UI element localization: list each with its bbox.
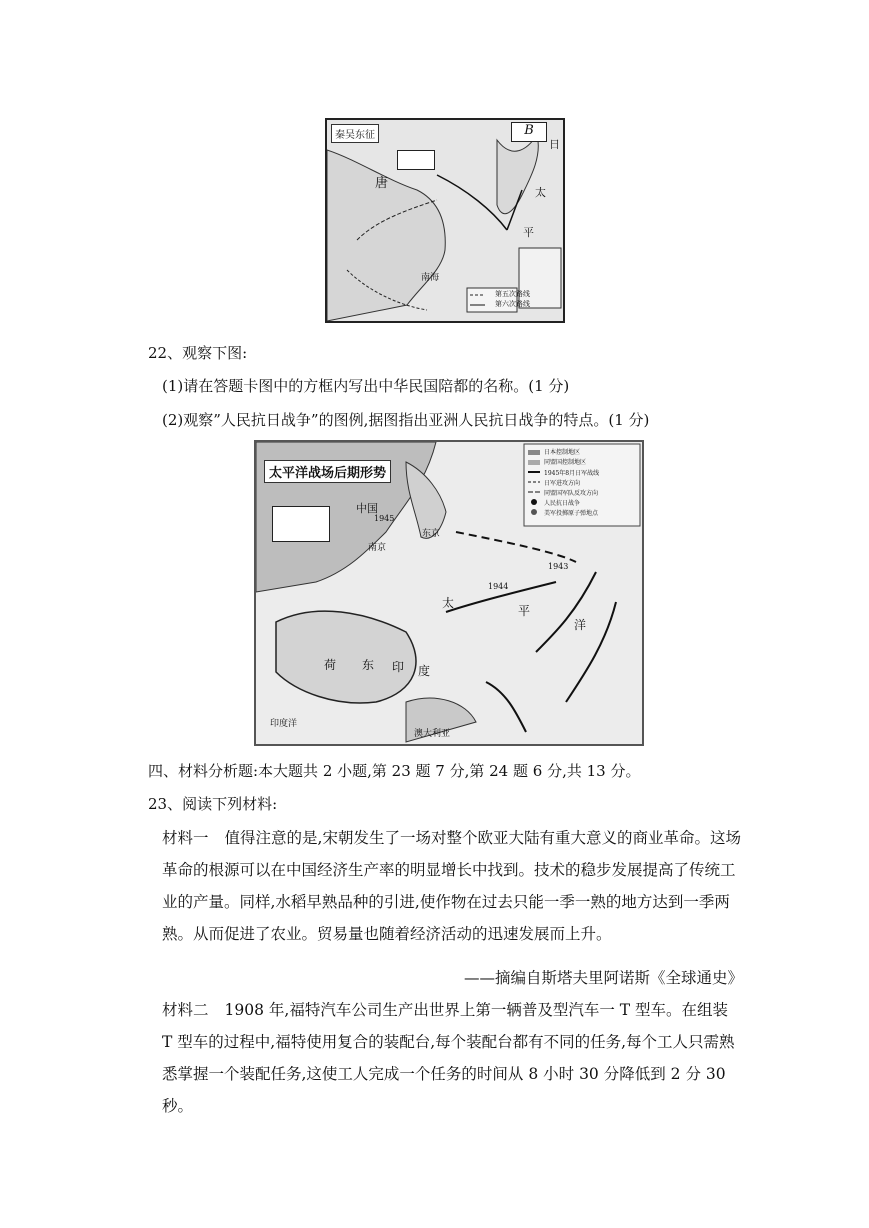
- map2-label-du: 度: [418, 664, 431, 678]
- map2-label-ping: 平: [518, 604, 531, 618]
- map1-answer-box: [397, 150, 435, 170]
- map2-legend-4: 日军进攻方向: [544, 480, 581, 487]
- map1-label-tai: 太: [535, 186, 546, 199]
- material1-source: ——摘编自斯塔夫里阿诺斯《全球通史》: [463, 969, 743, 987]
- material1-label: 材料一: [162, 829, 209, 847]
- q22-stem: 22、观察下图:: [148, 344, 248, 362]
- material2-label: 材料二: [162, 1001, 209, 1019]
- map1-label-nanhai: 南海: [421, 273, 440, 283]
- q23-stem: 23、阅读下列材料:: [148, 795, 278, 813]
- map2-label-xi: 荷: [324, 658, 337, 672]
- q23-material2: [162, 994, 742, 1122]
- map2-answer-box: [272, 506, 330, 542]
- map-pacific-war-late-stage: [254, 440, 644, 746]
- map2-legend-1: 日本控制地区: [544, 449, 581, 456]
- material2-text: 1908 年,福特汽车公司生产出世界上第一辆普及型汽车一 T 型车。在组装 T 型车的过程中,福特使用复合的装配台,每个装配台都有不同的任务,每个工人只需熟悉掌握一个装配任务,这使工人完成一个任务的时间从 8 小时 30 分降低到 2 分 30 秒。: [162, 1001, 735, 1115]
- map1-legend-2: 第六次路线: [495, 300, 530, 308]
- map1-title: 秦吴东征: [331, 124, 379, 143]
- section4-heading: 四、材料分析题:本大题共 2 小题,第 23 题 7 分,第 24 题 6 分,共 13 分。: [148, 762, 641, 780]
- map2-title: 太平洋战场后期形势: [264, 460, 391, 483]
- map1-label-tang: 唐: [375, 176, 389, 191]
- map2-label-ao: 澳大利亚: [414, 729, 451, 739]
- map2-legend-5: 同盟国军队反攻方向: [544, 490, 599, 497]
- map-jianzhen-voyage: [325, 118, 565, 323]
- map1-b-box: B: [511, 122, 547, 142]
- q22-part1: (1)请在答题卡图中的方框内写出中华民国陪都的名称。(1 分): [162, 377, 570, 395]
- map2-label-nanjing: 南京: [368, 543, 387, 553]
- map2-legend-3: 1945年8月日军战线: [544, 470, 600, 477]
- map1-legend-1: 第五次路线: [495, 290, 530, 298]
- map2-legend-6: 人民抗日战争: [544, 500, 581, 507]
- map1-label-ping: 平: [523, 226, 534, 239]
- q23-material1: [162, 822, 742, 950]
- material1-text: 值得注意的是,宋朝发生了一场对整个欧亚大陆有重大意义的商业革命。这场革命的根源可以在中国经济生产率的明显增长中找到。技术的稳步发展提高了传统工业的产量。同样,水稻早熟品种的引进,使作物在过去只能一季一熟的地方达到一季两熟。从而促进了农业。贸易量也随着经济活动的迅速发展而上升。: [162, 829, 741, 943]
- map1-label-ri: 日: [549, 138, 560, 151]
- map2-label-year2: 1943: [548, 562, 569, 571]
- map2-label-dongjing: 东京: [422, 529, 441, 539]
- map2-label-year3: 1945: [374, 514, 395, 523]
- map2-label-dong: 东: [362, 658, 375, 672]
- map2-label-year1: 1944: [488, 582, 509, 591]
- map2-label-zhongguo: 中国: [356, 502, 378, 515]
- q22-part2: (2)观察”人民抗日战争”的图例,据图指出亚洲人民抗日战争的特点。(1 分): [162, 411, 650, 429]
- map2-label-yin: 印: [392, 660, 405, 674]
- map2-legend-2: 同盟国控制地区: [544, 459, 587, 466]
- map2-label-tai: 太: [442, 596, 455, 610]
- map2-legend-7: 美军投掷原子弹地点: [544, 510, 599, 517]
- map2-label-yang: 洋: [574, 618, 587, 632]
- map2-label-yindu: 印度洋: [270, 719, 298, 729]
